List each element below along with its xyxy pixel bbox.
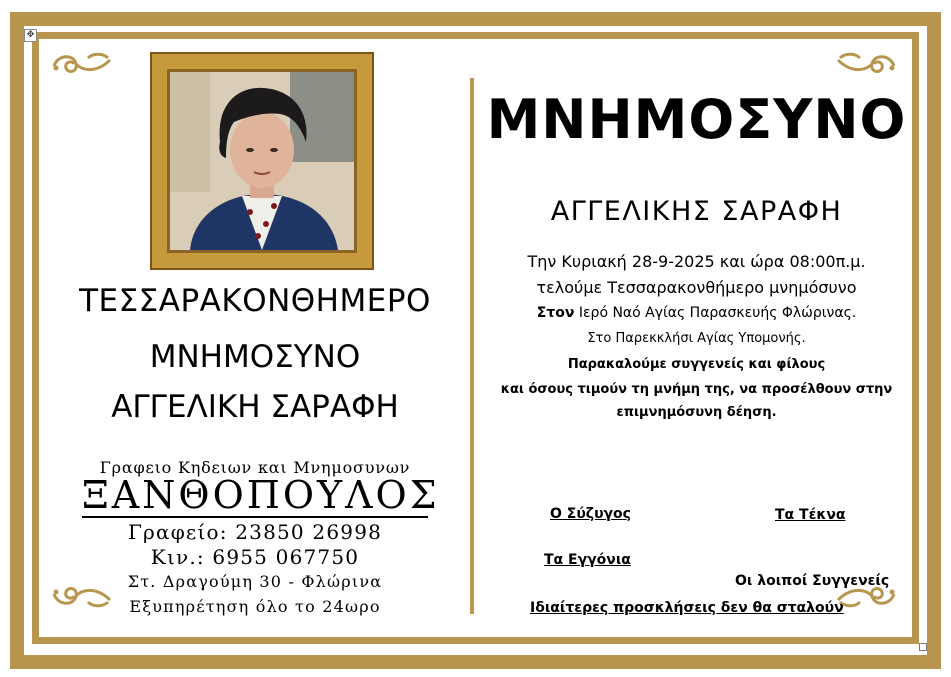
signature-children: Τα Τέκνα (775, 507, 846, 523)
announcement-line-1: Την Κυριακή 28-9-2025 και ώρα 08:00π.μ. (527, 252, 866, 271)
signature-grandchildren: Τα Εγγόνια (544, 552, 631, 568)
announcement-line-3-rest: Ιερό Ναό Αγίας Παρασκευής Φλώρινας. (574, 305, 857, 321)
signature-spouse: Ο Σύζυγος (550, 506, 631, 522)
announcement-line-2: τελούμε Τεσσαρακονθήμερο μνημόσυνο (536, 278, 857, 297)
funeral-home-service: Εξυπηρέτηση όλο το 24ωρο (129, 597, 381, 616)
top-left-flourish-icon (50, 50, 114, 80)
left-title: ΤΕΣΣΑΡΑΚΟΝΘΗΜΕΡΟ (79, 283, 431, 319)
announcement-line-5: Παρακαλούμε συγγενείς και φίλους (567, 357, 826, 372)
left-subtitle-name: ΑΓΓΕΛΙΚΗ ΣΑΡΑΦΗ (111, 389, 399, 425)
no-invitations-note: Ιδιαίτερες προσκλήσεις δεν θα σταλούν (530, 600, 844, 616)
funeral-home-mobile-phone: Κιν.: 6955 067750 (150, 545, 360, 569)
top-right-flourish-icon (834, 50, 898, 80)
right-deceased-name: ΑΓΓΕΛΙΚΗΣ ΣΑΡΑΦΗ (550, 196, 843, 227)
portrait-photo (170, 72, 354, 250)
right-title: ΜΝΗΜΟΣΥΝΟ (486, 88, 907, 151)
funeral-home-label: Γραφειο Κηδειων και Μνημοσυνων (99, 458, 411, 477)
announcement-line-7: επιμνημόσυνη δέηση. (616, 405, 777, 420)
funeral-home-name: ΞΑΝΘΟΠΟΥΛΟΣ (82, 473, 440, 517)
move-handle-icon[interactable]: ✥ (24, 29, 37, 42)
funeral-home-address: Στ. Δραγούμη 30 - Φλώρινα (127, 572, 383, 591)
announcement-line-3 (474, 305, 919, 321)
resize-handle[interactable] (919, 643, 927, 651)
announcement-line-6: και όσους τιμούν τη μνήμη της, να προσέλθουν στην (500, 382, 893, 397)
announcement-line-3-bold: Στον (536, 305, 575, 321)
funeral-home-office-phone: Γραφείο: 23850 26998 (127, 520, 383, 544)
left-subtitle-memorial: ΜΝΗΜΟΣΥΝΟ (149, 339, 361, 375)
signature-other-relatives: Οι λοιποί Συγγενείς (735, 573, 890, 589)
center-divider (470, 78, 474, 614)
announcement-line-4: Στο Παρεκκλήσι Αγίας Υπομονής. (587, 331, 806, 346)
